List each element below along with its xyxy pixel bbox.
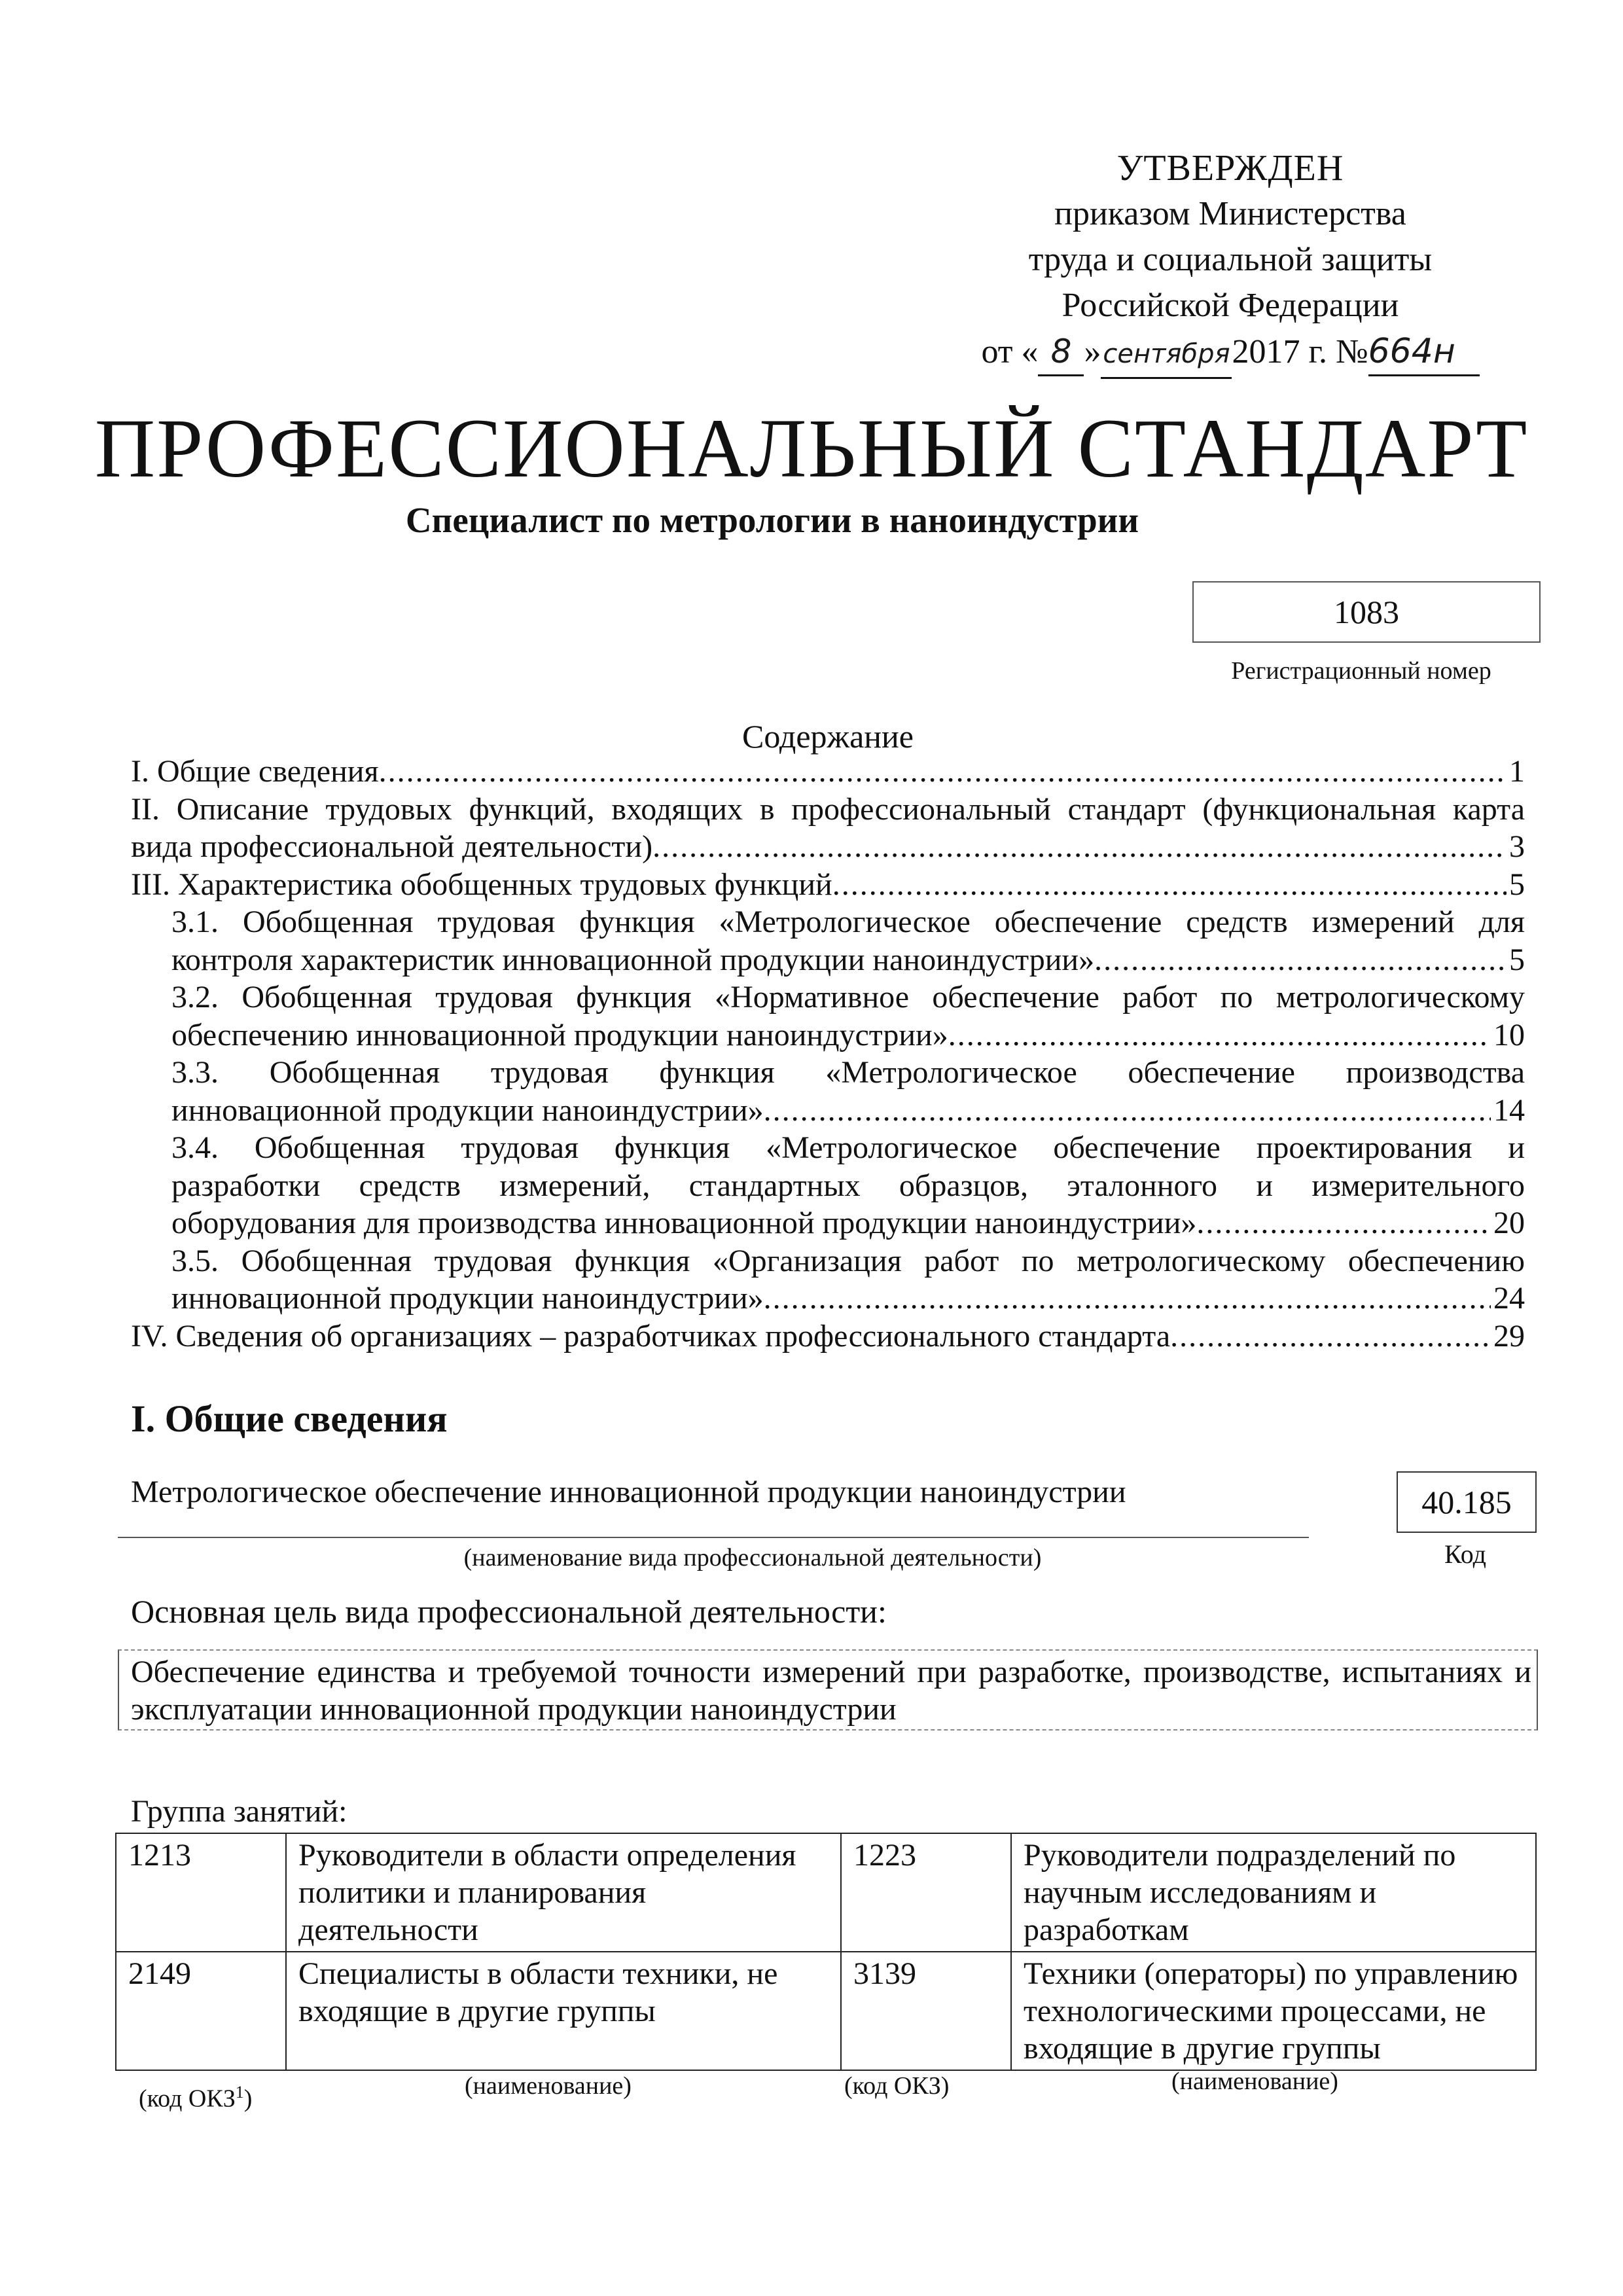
toc-entry[interactable]: 3.3. Обобщенная трудовая функция «Метрологическое обеспечение производства инновационной продукции наноиндустрии» ..... 14: [171, 1054, 1525, 1129]
toc-entry[interactable]: III. Характеристика обобщенных трудовых функций ..... 5: [131, 866, 1525, 904]
group-label: Группа занятий:: [131, 1794, 348, 1829]
order-mid: »: [1084, 333, 1101, 370]
okz-name-cell: Специалисты в области техники, не входящие в другие группы: [286, 1952, 841, 2070]
okz-name-cell: Руководители в области определения политики и планирования деятельности: [286, 1833, 841, 1952]
order-day: 8: [1038, 329, 1084, 376]
registration-number-label: Регистрационный номер: [1231, 657, 1491, 685]
registration-number-box: 1083: [1192, 581, 1541, 643]
approval-title: УТВЕРЖДЕН: [1116, 148, 1344, 188]
activity-underline: [118, 1537, 1309, 1538]
name-caption-1: (наименование): [465, 2072, 632, 2100]
toc-entry[interactable]: 3.5. Обобщенная трудовая функция «Организация работ по метрологическому обеспечению инновационной продукции наноиндустрии» ..... 24: [171, 1242, 1525, 1318]
name-caption-2: (наименование): [1171, 2068, 1338, 2095]
approval-line-3: Российской Федерации: [1061, 287, 1399, 324]
toc-title: Содержание: [742, 718, 914, 755]
goal-text: Обеспечение единства и требуемой точности измерений при разработке, производстве, испытаниях и эксплуатации инновационной продукции наноиндустрии: [131, 1655, 1531, 1727]
table-of-contents: [131, 753, 1525, 1355]
activity-name: Метрологическое обеспечение инновационной продукции наноиндустрии: [131, 1475, 1126, 1509]
activity-code-box: 40.185: [1397, 1471, 1537, 1533]
approval-line-1: приказом Министерства: [1054, 195, 1406, 232]
table-row: [116, 1952, 1536, 2070]
toc-entry[interactable]: IV. Сведения об организациях – разработчиках профессионального стандарта ..... 29: [131, 1318, 1525, 1355]
table-row: [116, 1833, 1536, 1952]
footnote-mark[interactable]: 1: [235, 2083, 244, 2102]
okz-name-cell: Руководители подразделений по научным исследованиям и разработкам: [1011, 1833, 1536, 1952]
document-title: ПРОФЕССИОНАЛЬНЫЙ СТАНДАРТ: [94, 402, 1529, 495]
okz-code-caption-1: (код ОКЗ$^1$): [139, 2083, 253, 2113]
order-year: 2017 г. №: [1232, 333, 1368, 370]
occupation-groups-table: [115, 1833, 1537, 2071]
code-caption: Код: [1444, 1539, 1486, 1569]
toc-entry[interactable]: 3.1. Обобщенная трудовая функция «Метрологическое обеспечение средств измерений для контроля характеристик инновационной продукции наноиндустрии» ..... 5: [171, 903, 1525, 978]
okz-code-cell: 1223: [841, 1833, 1011, 1952]
activity-caption: (наименование вида профессиональной деятельности): [463, 1544, 1042, 1571]
okz-name-cell: Техники (операторы) по управлению технологическими процессами, не входящие в другие группы: [1011, 1952, 1536, 2070]
order-month: сентября: [1101, 331, 1232, 379]
toc-entry[interactable]: II. Описание трудовых функций, входящих в профессиональный стандарт (функциональная карта вида профессиональной деятельности) ..... 3: [131, 791, 1525, 866]
order-prefix: от «: [981, 333, 1039, 370]
approval-line-2: труда и социальной защиты: [1028, 241, 1433, 278]
order-line: [903, 329, 1558, 379]
okz-code-cell: 1213: [116, 1833, 286, 1952]
okz-code-cell: 2149: [116, 1952, 286, 2070]
toc-entry[interactable]: 3.4. Обобщенная трудовая функция «Метрологическое обеспечение проектирования и разработки средств измерений, стандартных образцов, эталонного и измерительного оборудования для производства инновационной продукции наноиндустрии» ..... 20: [171, 1129, 1525, 1242]
okz-code-cell: 3139: [841, 1952, 1011, 2070]
goal-label: Основная цель вида профессиональной деятельности:: [131, 1593, 887, 1630]
approval-block: [903, 145, 1558, 379]
okz-code-caption-2: (код ОКЗ): [844, 2072, 950, 2100]
toc-entry[interactable]: 3.2. Обобщенная трудовая функция «Нормативное обеспечение работ по метрологическому обеспечению инновационной продукции наноиндустрии» ..... 10: [171, 978, 1525, 1054]
toc-entry[interactable]: I. Общие сведения ..... 1: [131, 753, 1525, 791]
section-heading: I. Общие сведения: [131, 1397, 448, 1440]
document-subtitle: Специалист по метрологии в наноиндустрии: [405, 500, 1139, 540]
order-number: 664н: [1368, 329, 1480, 376]
